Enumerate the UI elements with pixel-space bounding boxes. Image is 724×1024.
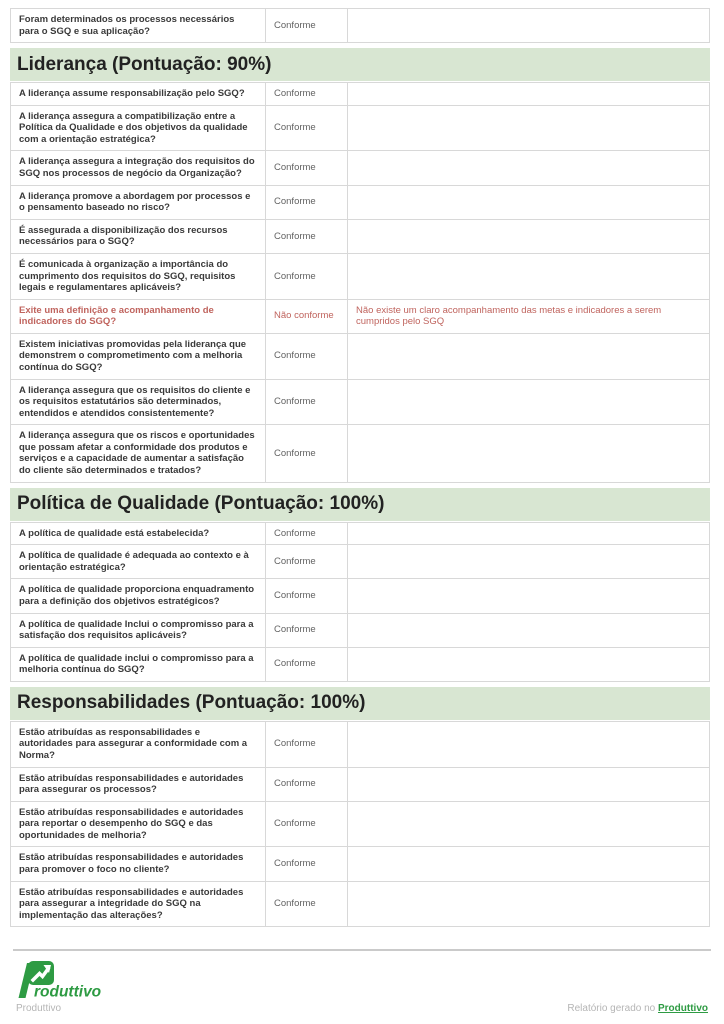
comment-cell (348, 185, 710, 219)
logo-text: roduttivo (34, 983, 102, 999)
question-cell: Estão atribuídas responsabilidades e autoridades para reportar o desempenho do SGQ e das oportunidades de melhoria? (11, 801, 266, 847)
question-cell: A política de qualidade Inclui o compromisso para a satisfação dos requisitos aplicáveis? (11, 613, 266, 647)
table-row (11, 647, 710, 681)
table-row (11, 721, 710, 767)
comment-cell (348, 83, 710, 106)
comment-cell (348, 151, 710, 185)
comment-cell (348, 881, 710, 927)
status-cell: Conforme (266, 253, 348, 299)
comment-cell (348, 253, 710, 299)
status-cell: Não conforme (266, 299, 348, 333)
footer-generated-text (567, 1003, 708, 1014)
status-cell: Conforme (266, 333, 348, 379)
table-row (11, 299, 710, 333)
question-cell: Exite uma definição e acompanhamento de indicadores do SGQ? (11, 299, 266, 333)
question-cell: É comunicada à organização a importância do cumprimento dos requisitos do SGQ, requisitos legais e regulamentares aplicáveis? (11, 253, 266, 299)
comment-cell (348, 721, 710, 767)
question-cell: A liderança assegura a compatibilização entre a Política da Qualidade e dos objetivos da qualidade com a orientação estratégica? (11, 105, 266, 151)
question-cell: A liderança assegura que os riscos e oportunidades que possam afetar a conformidade dos produtos e serviços e a capacidade de aumentar a satisfação do cliente são determinados e tratados? (11, 425, 266, 482)
question-cell: A política de qualidade é adequada ao contexto e à orientação estratégica? (11, 545, 266, 579)
footer-company-label: Produttivo (16, 1003, 62, 1014)
comment-cell (348, 579, 710, 613)
status-cell: Conforme (266, 379, 348, 425)
section-header: Responsabilidades (Pontuação: 100%) (10, 687, 710, 720)
table-row (11, 767, 710, 801)
page-footer (0, 949, 724, 1024)
question-cell: A política de qualidade proporciona enquadramento para a definição dos objetivos estratégicos? (11, 579, 266, 613)
status-cell: Conforme (266, 185, 348, 219)
question-cell: A liderança assume responsabilização pelo SGQ? (11, 83, 266, 106)
question-cell: Estão atribuídas as responsabilidades e autoridades para assegurar a conformidade com a Norma? (11, 721, 266, 767)
status-cell: Conforme (266, 425, 348, 482)
question-cell: Estão atribuídas responsabilidades e autoridades para assegurar os processos? (11, 767, 266, 801)
produttivo-logo (16, 960, 104, 999)
report-body (10, 8, 710, 927)
status-cell: Conforme (266, 219, 348, 253)
table-row (11, 83, 710, 106)
table-row (11, 333, 710, 379)
question-cell: É assegurada a disponibilização dos recursos necessários para o SGQ? (11, 219, 266, 253)
comment-cell (348, 767, 710, 801)
checklist-table (10, 82, 710, 482)
produttivo-link[interactable]: Produttivo (658, 1003, 708, 1014)
table-row (11, 219, 710, 253)
comment-cell (348, 425, 710, 482)
question-cell: Existem iniciativas promovidas pela liderança que demonstrem o comprometimento com a melhoria contínua do SGQ? (11, 333, 266, 379)
status-cell: Conforme (266, 522, 348, 545)
comment-cell (348, 333, 710, 379)
table-row (11, 425, 710, 482)
status-cell: Conforme (266, 9, 348, 43)
status-cell: Conforme (266, 579, 348, 613)
question-cell: Estão atribuídas responsabilidades e autoridades para assegurar a integridade do SGQ na implementação das alterações? (11, 881, 266, 927)
question-cell: A liderança assegura que os requisitos do cliente e os requisitos estatutários são determinados, entendidos e atendidos consistentemente? (11, 379, 266, 425)
question-cell: A liderança assegura a integração dos requisitos do SGQ nos processos de negócio da Organização? (11, 151, 266, 185)
comment-cell (348, 219, 710, 253)
question-cell: A política de qualidade inclui o compromisso para a melhoria contínua do SGQ? (11, 647, 266, 681)
status-cell: Conforme (266, 647, 348, 681)
table-row (11, 801, 710, 847)
section-header: Liderança (Pontuação: 90%) (10, 48, 710, 81)
table-row (11, 847, 710, 881)
question-cell: Estão atribuídas responsabilidades e autoridades para promover o foco no cliente? (11, 847, 266, 881)
status-cell: Conforme (266, 801, 348, 847)
status-cell: Conforme (266, 767, 348, 801)
comment-cell (348, 9, 710, 43)
table-row (11, 151, 710, 185)
table-row (11, 522, 710, 545)
table-row (11, 613, 710, 647)
checklist-table (10, 8, 710, 43)
question-cell: Foram determinados os processos necessários para o SGQ e sua aplicação? (11, 9, 266, 43)
table-row (11, 253, 710, 299)
footer-generated-prefix: Relatório gerado no (567, 1003, 658, 1014)
section-header: Política de Qualidade (Pontuação: 100%) (10, 488, 710, 521)
table-row (11, 9, 710, 43)
comment-cell: Não existe um claro acompanhamento das metas e indicadores a serem cumpridos pelo SGQ (348, 299, 710, 333)
status-cell: Conforme (266, 151, 348, 185)
comment-cell (348, 522, 710, 545)
comment-cell (348, 801, 710, 847)
comment-cell (348, 545, 710, 579)
comment-cell (348, 105, 710, 151)
logo-row (0, 951, 724, 999)
question-cell: A política de qualidade está estabelecida? (11, 522, 266, 545)
table-row (11, 545, 710, 579)
status-cell: Conforme (266, 105, 348, 151)
status-cell: Conforme (266, 545, 348, 579)
footer-meta (0, 999, 724, 1024)
checklist-table (10, 721, 710, 928)
table-row (11, 379, 710, 425)
status-cell: Conforme (266, 721, 348, 767)
table-row (11, 881, 710, 927)
comment-cell (348, 847, 710, 881)
status-cell: Conforme (266, 83, 348, 106)
checklist-table (10, 522, 710, 682)
status-cell: Conforme (266, 847, 348, 881)
table-row (11, 579, 710, 613)
comment-cell (348, 647, 710, 681)
comment-cell (348, 613, 710, 647)
question-cell: A liderança promove a abordagem por processos e o pensamento baseado no risco? (11, 185, 266, 219)
comment-cell (348, 379, 710, 425)
table-row (11, 105, 710, 151)
table-row (11, 185, 710, 219)
status-cell: Conforme (266, 613, 348, 647)
status-cell: Conforme (266, 881, 348, 927)
